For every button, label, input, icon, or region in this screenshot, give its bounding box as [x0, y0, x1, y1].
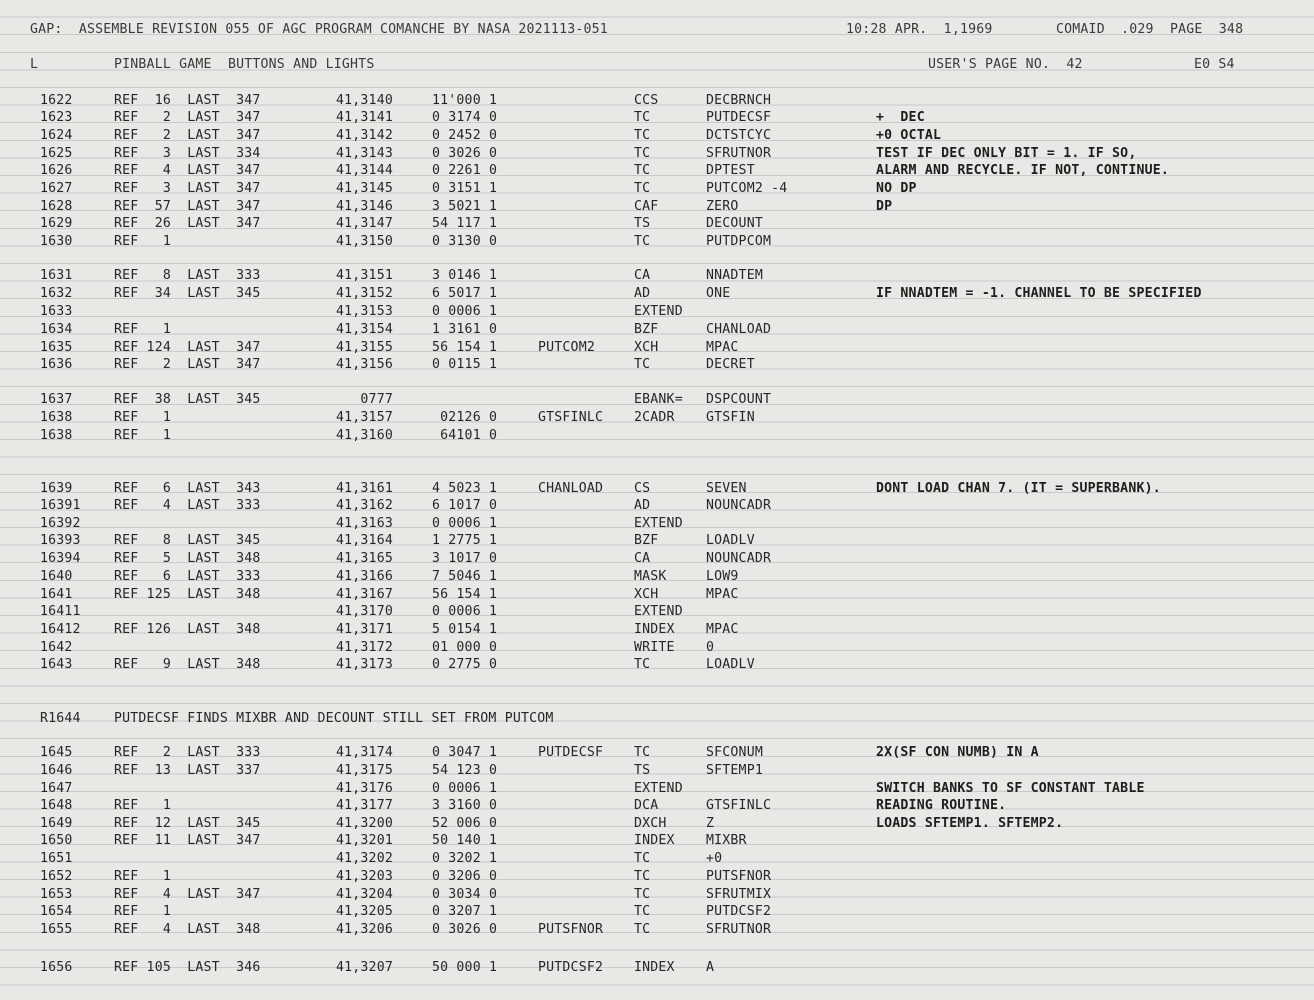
- line-number: 1637: [40, 392, 73, 407]
- line-number: 1633: [40, 304, 73, 319]
- line-number: 1646: [40, 763, 73, 778]
- line-number: 1647: [40, 781, 73, 796]
- octal-code: 0 2452 0: [432, 128, 498, 143]
- line-number: 16394: [40, 551, 81, 566]
- ref-column: REF 1: [114, 322, 171, 337]
- octal-code: 50 000 1: [432, 960, 498, 975]
- operand: DCTSTCYC: [706, 128, 772, 143]
- ref-column: REF 5 LAST 348: [114, 551, 261, 566]
- opcode: TS: [634, 763, 651, 778]
- ref-column: REF 1: [114, 410, 171, 425]
- address: 41,3162: [336, 498, 393, 513]
- address: 41,3174: [336, 745, 393, 760]
- address: 41,3177: [336, 798, 393, 813]
- line-number: 1654: [40, 904, 73, 919]
- address: 41,3140: [336, 93, 393, 108]
- operand: 0: [706, 640, 715, 655]
- comment: SWITCH BANKS TO SF CONSTANT TABLE: [876, 781, 1145, 796]
- octal-code: 0 0006 1: [432, 304, 498, 319]
- opcode: DXCH: [634, 816, 667, 831]
- ref-column: REF 12 LAST 345: [114, 816, 261, 831]
- line-number: 1623: [40, 110, 73, 125]
- line-number: 1636: [40, 357, 73, 372]
- address: 41,3142: [336, 128, 393, 143]
- operand: SFRUTMIX: [706, 887, 772, 902]
- ref-column: REF 34 LAST 345: [114, 286, 261, 301]
- line-number: 1649: [40, 816, 73, 831]
- line-number: 1655: [40, 922, 73, 937]
- line-number: 1656: [40, 960, 73, 975]
- ref-column: REF 4 LAST 347: [114, 887, 261, 902]
- octal-code: 56 154 1: [432, 340, 498, 355]
- octal-code: 1 2775 1: [432, 533, 498, 548]
- operand: PUTDCSF2: [706, 904, 772, 919]
- ref-column: REF 6 LAST 333: [114, 569, 261, 584]
- address: 41,3202: [336, 851, 393, 866]
- ref-column: REF 3 LAST 334: [114, 146, 261, 161]
- octal-code: 0 0006 1: [432, 516, 498, 531]
- line-number: 1648: [40, 798, 73, 813]
- ref-column: REF 1: [114, 798, 171, 813]
- octal-code: 0 3206 0: [432, 869, 498, 884]
- comment: LOADS SFTEMP1. SFTEMP2.: [876, 816, 1064, 831]
- octal-code: 5 0154 1: [432, 622, 498, 637]
- octal-code: 11'000 1: [432, 93, 498, 108]
- operand: ONE: [706, 286, 731, 301]
- operand: MIXBR: [706, 833, 747, 848]
- opcode: CA: [634, 268, 651, 283]
- line-number: 1627: [40, 181, 73, 196]
- operand: SFTEMP1: [706, 763, 763, 778]
- operand: MPAC: [706, 622, 739, 637]
- address: 41,3144: [336, 163, 393, 178]
- opcode: TC: [634, 657, 651, 672]
- line-number: 1642: [40, 640, 73, 655]
- opcode: TC: [634, 904, 651, 919]
- operand: +0: [706, 851, 723, 866]
- address: 41,3153: [336, 304, 393, 319]
- opcode: INDEX: [634, 833, 675, 848]
- address: 41,3176: [336, 781, 393, 796]
- opcode: TC: [634, 851, 651, 866]
- comment: TEST IF DEC ONLY BIT = 1. IF SO,: [876, 146, 1137, 161]
- line-number: 1641: [40, 587, 73, 602]
- line-number: 1624: [40, 128, 73, 143]
- opcode: TC: [634, 128, 651, 143]
- address: 41,3147: [336, 216, 393, 231]
- address: 41,3170: [336, 604, 393, 619]
- opcode: BZF: [634, 322, 659, 337]
- label: PUTDCSF2: [538, 960, 604, 975]
- ref-column: REF 11 LAST 347: [114, 833, 261, 848]
- address: 41,3160: [336, 428, 393, 443]
- address: 41,3143: [336, 146, 393, 161]
- address: 41,3156: [336, 357, 393, 372]
- octal-code: 1 3161 0: [432, 322, 498, 337]
- address: 41,3157: [336, 410, 393, 425]
- address: 41,3206: [336, 922, 393, 937]
- octal-code: 0 0006 1: [432, 781, 498, 796]
- opcode: TC: [634, 181, 651, 196]
- opcode: TC: [634, 745, 651, 760]
- octal-code: 0 0115 1: [432, 357, 498, 372]
- operand: GTSFINLC: [706, 798, 772, 813]
- line-number: 1631: [40, 268, 73, 283]
- address: 41,3205: [336, 904, 393, 919]
- operand: DPTEST: [706, 163, 755, 178]
- address: 41,3175: [336, 763, 393, 778]
- operand: PUTCOM2 -4: [706, 181, 788, 196]
- operand: ZERO: [706, 199, 739, 214]
- ref-column: REF 2 LAST 347: [114, 110, 261, 125]
- address: 0777: [336, 392, 393, 407]
- opcode: TS: [634, 216, 651, 231]
- octal-code: 6 1017 0: [432, 498, 498, 513]
- octal-code: 56 154 1: [432, 587, 498, 602]
- address: 41,3155: [336, 340, 393, 355]
- octal-code: 64101 0: [432, 428, 498, 443]
- address: 41,3151: [336, 268, 393, 283]
- operand: GTSFIN: [706, 410, 755, 425]
- address: 41,3163: [336, 516, 393, 531]
- line-number: 1638: [40, 428, 73, 443]
- opcode: AD: [634, 286, 651, 301]
- ref-column: REF 1: [114, 234, 171, 249]
- operand: A: [706, 960, 715, 975]
- opcode: TC: [634, 357, 651, 372]
- operand: PUTSFNOR: [706, 869, 772, 884]
- octal-code: 02126 0: [432, 410, 498, 425]
- ref-column: REF 126 LAST 348: [114, 622, 261, 637]
- operand: DECOUNT: [706, 216, 763, 231]
- operand: CHANLOAD: [706, 322, 772, 337]
- octal-code: 0 2775 0: [432, 657, 498, 672]
- octal-code: 0 3202 1: [432, 851, 498, 866]
- operand: MPAC: [706, 587, 739, 602]
- ref-column: REF 57 LAST 347: [114, 199, 261, 214]
- line-number: 1638: [40, 410, 73, 425]
- comment: NO DP: [876, 181, 917, 196]
- octal-code: 0 3174 0: [432, 110, 498, 125]
- opcode: WRITE: [634, 640, 675, 655]
- line-number: 1639: [40, 481, 73, 496]
- header-title: GAP: ASSEMBLE REVISION 055 OF AGC PROGRAM COMANCHE BY NASA 2021113-051: [30, 22, 608, 37]
- octal-code: 0 0006 1: [432, 604, 498, 619]
- label: CHANLOAD: [538, 481, 604, 496]
- line-number: 1632: [40, 286, 73, 301]
- address: 41,3207: [336, 960, 393, 975]
- opcode: XCH: [634, 587, 659, 602]
- operand: MPAC: [706, 340, 739, 355]
- opcode: AD: [634, 498, 651, 513]
- opcode: EXTEND: [634, 304, 683, 319]
- opcode: CA: [634, 551, 651, 566]
- address: 41,3203: [336, 869, 393, 884]
- ref-column: REF 4 LAST 333: [114, 498, 261, 513]
- opcode: INDEX: [634, 960, 675, 975]
- opcode: EXTEND: [634, 604, 683, 619]
- octal-code: 0 3151 1: [432, 181, 498, 196]
- ref-column: REF 13 LAST 337: [114, 763, 261, 778]
- opcode: EXTEND: [634, 516, 683, 531]
- octal-code: 0 3047 1: [432, 745, 498, 760]
- address: 41,3166: [336, 569, 393, 584]
- operand: DSPCOUNT: [706, 392, 772, 407]
- octal-code: 7 5046 1: [432, 569, 498, 584]
- user-page-number: USER'S PAGE NO. 42: [928, 57, 1083, 72]
- opcode: XCH: [634, 340, 659, 355]
- operand: LOADLV: [706, 657, 755, 672]
- address: 41,3164: [336, 533, 393, 548]
- octal-code: 3 3160 0: [432, 798, 498, 813]
- header-user-info: COMAID .029 PAGE 348: [1056, 22, 1244, 37]
- address: 41,3152: [336, 286, 393, 301]
- line-number: 16393: [40, 533, 81, 548]
- operand: NNADTEM: [706, 268, 763, 283]
- ref-column: REF 3 LAST 347: [114, 181, 261, 196]
- operand: PUTDPCOM: [706, 234, 772, 249]
- ref-column: REF 26 LAST 347: [114, 216, 261, 231]
- line-number: 16411: [40, 604, 81, 619]
- comment: READING ROUTINE.: [876, 798, 1007, 813]
- octal-code: 54 117 1: [432, 216, 498, 231]
- opcode: TC: [634, 922, 651, 937]
- address: 41,3204: [336, 887, 393, 902]
- address: 41,3161: [336, 481, 393, 496]
- line-number: 1643: [40, 657, 73, 672]
- octal-code: 4 5023 1: [432, 481, 498, 496]
- line-number: 16412: [40, 622, 81, 637]
- opcode: TC: [634, 887, 651, 902]
- comment: DP: [876, 199, 893, 214]
- octal-code: 3 0146 1: [432, 268, 498, 283]
- line-number: R1644: [40, 711, 81, 726]
- line-number: 1622: [40, 93, 73, 108]
- octal-code: 6 5017 1: [432, 286, 498, 301]
- opcode: TC: [634, 869, 651, 884]
- ref-column: REF 38 LAST 345: [114, 392, 261, 407]
- opcode: CAF: [634, 199, 659, 214]
- opcode: TC: [634, 110, 651, 125]
- opcode: 2CADR: [634, 410, 675, 425]
- ref-column: REF 6 LAST 343: [114, 481, 261, 496]
- line-number: 1635: [40, 340, 73, 355]
- label: PUTCOM2: [538, 340, 595, 355]
- operand: NOUNCADR: [706, 498, 772, 513]
- section-letter: L: [30, 57, 39, 72]
- comment: +0 OCTAL: [876, 128, 942, 143]
- opcode: INDEX: [634, 622, 675, 637]
- header-time-date: 10:28 APR. 1,1969: [846, 22, 993, 37]
- opcode: DCA: [634, 798, 659, 813]
- opcode: EBANK=: [634, 392, 683, 407]
- operand: NOUNCADR: [706, 551, 772, 566]
- comment: IF NNADTEM = -1. CHANNEL TO BE SPECIFIED: [876, 286, 1202, 301]
- opcode: CCS: [634, 93, 659, 108]
- address: 41,3165: [336, 551, 393, 566]
- line-number: 1645: [40, 745, 73, 760]
- line-number: 1626: [40, 163, 73, 178]
- operand: PUTDECSF: [706, 110, 772, 125]
- operand: SFRUTNOR: [706, 922, 772, 937]
- comment: + DEC: [876, 110, 925, 125]
- ref-column: REF 2 LAST 347: [114, 357, 261, 372]
- opcode: CS: [634, 481, 651, 496]
- label: PUTSFNOR: [538, 922, 604, 937]
- ref-column: REF 9 LAST 348: [114, 657, 261, 672]
- address: 41,3201: [336, 833, 393, 848]
- ref-column: REF 4 LAST 348: [114, 922, 261, 937]
- ref-column: REF 125 LAST 348: [114, 587, 261, 602]
- operand: Z: [706, 816, 715, 831]
- octal-code: 3 1017 0: [432, 551, 498, 566]
- address: 41,3167: [336, 587, 393, 602]
- operand: SFCONUM: [706, 745, 763, 760]
- octal-code: 0 3207 1: [432, 904, 498, 919]
- operand: DECRET: [706, 357, 755, 372]
- ref-column: REF 1: [114, 428, 171, 443]
- line-number: 1634: [40, 322, 73, 337]
- operand: SEVEN: [706, 481, 747, 496]
- address: 41,3145: [336, 181, 393, 196]
- octal-code: 50 140 1: [432, 833, 498, 848]
- address: 41,3150: [336, 234, 393, 249]
- ref-column: REF 2 LAST 347: [114, 128, 261, 143]
- operand: LOADLV: [706, 533, 755, 548]
- operand: SFRUTNOR: [706, 146, 772, 161]
- address: 41,3172: [336, 640, 393, 655]
- comment: ALARM AND RECYCLE. IF NOT, CONTINUE.: [876, 163, 1170, 178]
- line-number: 1653: [40, 887, 73, 902]
- ref-column: REF 8 LAST 345: [114, 533, 261, 548]
- comment: 2X(SF CON NUMB) IN A: [876, 745, 1039, 760]
- octal-code: 01 000 0: [432, 640, 498, 655]
- octal-code: 0 2261 0: [432, 163, 498, 178]
- operand: LOW9: [706, 569, 739, 584]
- ref-column: REF 16 LAST 347: [114, 93, 261, 108]
- line-number: 1650: [40, 833, 73, 848]
- octal-code: 0 3026 0: [432, 922, 498, 937]
- address: 41,3171: [336, 622, 393, 637]
- line-number: 1640: [40, 569, 73, 584]
- operand: DECBRNCH: [706, 93, 772, 108]
- address: 41,3141: [336, 110, 393, 125]
- line-number: 16392: [40, 516, 81, 531]
- comment: DONT LOAD CHAN 7. (IT = SUPERBANK).: [876, 481, 1161, 496]
- ref-column: PUTDECSF FINDS MIXBR AND DECOUNT STILL SET FROM PUTCOM: [114, 711, 554, 726]
- opcode: TC: [634, 163, 651, 178]
- ref-column: REF 2 LAST 333: [114, 745, 261, 760]
- octal-code: 52 006 0: [432, 816, 498, 831]
- line-number: 1625: [40, 146, 73, 161]
- ref-column: REF 1: [114, 904, 171, 919]
- octal-code: 3 5021 1: [432, 199, 498, 214]
- section-title: PINBALL GAME BUTTONS AND LIGHTS: [114, 57, 375, 72]
- line-number: 16391: [40, 498, 81, 513]
- octal-code: 54 123 0: [432, 763, 498, 778]
- octal-code: 0 3026 0: [432, 146, 498, 161]
- address: 41,3173: [336, 657, 393, 672]
- line-number: 1630: [40, 234, 73, 249]
- ref-column: REF 1: [114, 869, 171, 884]
- ref-column: REF 4 LAST 347: [114, 163, 261, 178]
- opcode: BZF: [634, 533, 659, 548]
- line-number: 1652: [40, 869, 73, 884]
- line-number: 1628: [40, 199, 73, 214]
- line-number: 1629: [40, 216, 73, 231]
- opcode: EXTEND: [634, 781, 683, 796]
- line-number: 1651: [40, 851, 73, 866]
- ref-column: REF 105 LAST 346: [114, 960, 261, 975]
- ref-column: REF 124 LAST 347: [114, 340, 261, 355]
- page-code: E0 S4: [1194, 57, 1235, 72]
- ref-column: REF 8 LAST 333: [114, 268, 261, 283]
- octal-code: 0 3130 0: [432, 234, 498, 249]
- address: 41,3154: [336, 322, 393, 337]
- label: PUTDECSF: [538, 745, 604, 760]
- octal-code: 0 3034 0: [432, 887, 498, 902]
- opcode: MASK: [634, 569, 667, 584]
- opcode: TC: [634, 146, 651, 161]
- address: 41,3146: [336, 199, 393, 214]
- opcode: TC: [634, 234, 651, 249]
- address: 41,3200: [336, 816, 393, 831]
- label: GTSFINLC: [538, 410, 604, 425]
